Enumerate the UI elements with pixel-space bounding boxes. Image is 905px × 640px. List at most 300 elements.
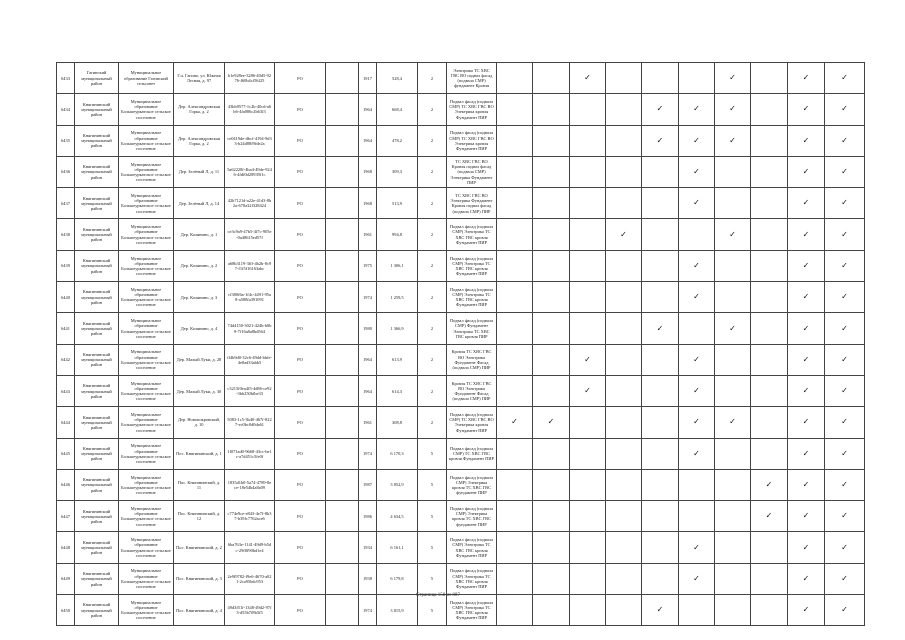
check-cell [570,282,606,313]
check-cell [679,407,715,438]
table-row [57,188,865,219]
floors-cell: 5 [418,469,447,500]
check-cell [606,63,642,94]
empty-cell [326,94,359,125]
fund-type-cell: РО [275,63,326,94]
check-cell [533,313,570,344]
checkmark-icon: ✓ [802,292,810,302]
district-cell: Княгининский муниципальный район [75,188,119,219]
check-cell [788,250,825,281]
year-cell: 1961 [359,407,377,438]
row-id-cell: 6443 [57,375,75,406]
check-cell [570,563,606,594]
check-cell [642,63,679,94]
checkmark-icon: ✓ [802,448,810,458]
checkmark-icon: ✓ [693,135,700,145]
check-cell [606,219,642,250]
district-cell: Гагинский муниципальный район [75,63,119,94]
checkmark-icon: ✓ [802,104,810,114]
check-cell [570,344,606,375]
house-guid-cell: 2e9f9782-f9e6-4670-a021-2ca95bdc953 [225,563,275,594]
check-cell [642,563,679,594]
check-cell [642,250,679,281]
district-cell: Княгининский муниципальный район [75,469,119,500]
area-cell: 528,4 [377,63,418,94]
checkmark-icon: ✓ [729,229,736,239]
checkmark-icon: ✓ [802,573,810,583]
municipality-cell: Муниципальное образование Большеуркатское сельское поселение [119,94,174,125]
table-row [57,532,865,563]
check-cell [751,282,788,313]
check-cell [788,375,825,406]
house-guid-cell: 49d3f51f-1348-49d2-97f3-d55b7f8b5f5 [225,595,275,626]
checkmark-icon: ✓ [841,292,848,302]
check-cell [751,563,788,594]
check-cell [570,375,606,406]
check-cell [825,313,865,344]
empty-cell [326,438,359,469]
check-cell [570,595,606,626]
house-guid-cell: ff4b9d0-32c6-49dd-bbfe-4e8ad33abb5 [225,344,275,375]
check-cell [751,156,788,187]
check-cell [751,313,788,344]
check-cell [788,532,825,563]
fund-type-cell: РО [275,188,326,219]
checkmark-icon: ✓ [802,386,810,396]
check-cell [679,438,715,469]
check-cell [751,63,788,94]
check-cell [533,469,570,500]
check-cell [751,125,788,156]
check-cell [606,344,642,375]
floors-cell: 2 [418,344,447,375]
check-cell [715,282,751,313]
check-cell [825,63,865,94]
check-cell [533,125,570,156]
works-cell: Подвал фасад (подвала СМР) Электрика кровля ТС ХВС ГВС фундамент ПИР [447,501,497,532]
house-guid-cell: 5a62228f-4ba4-49de-9246-4fdf0d28939f1c [225,156,275,187]
checkmark-icon: ✓ [729,417,736,427]
check-cell [679,282,715,313]
checkmark-icon: ✓ [729,73,736,83]
district-cell: Княгининский муниципальный район [75,344,119,375]
checkmark-icon: ✓ [584,354,591,364]
check-cell [497,407,533,438]
year-cell: 1986 [359,501,377,532]
fund-type-cell: РО [275,282,326,313]
checkmark-icon: ✓ [620,229,627,239]
empty-cell [326,344,359,375]
check-cell [642,125,679,156]
check-cell [606,156,642,187]
year-cell: 1987 [359,469,377,500]
works-cell: Подвал фасад (подвала СМР) Электрика ТС ХВС ГВС кровля Фундамент ПИР [447,532,497,563]
empty-cell [326,219,359,250]
address-cell: Пос. Княгининский, д. 11 [174,469,225,500]
house-guid-cell: b1e928ee-3286-40d5-9276-f60b4cf56f25 [225,63,275,94]
check-cell [788,63,825,94]
check-cell [788,188,825,219]
check-cell [642,532,679,563]
house-guid-cell: 1f071ad0-9668-43cc-be1c-a7d451c5fe0f [225,438,275,469]
check-cell [679,532,715,563]
checkmark-icon: ✓ [802,511,810,521]
checkmark-icon: ✓ [511,417,518,427]
table-row [57,63,865,94]
empty-cell [326,469,359,500]
municipality-cell: Муниципальное образование Большеуркатское сельское поселение [119,501,174,532]
table-row [57,438,865,469]
check-cell [751,94,788,125]
municipality-cell: Муниципальное образование Большеуркатское сельское поселение [119,219,174,250]
check-cell [788,438,825,469]
floors-cell: 5 [418,532,447,563]
works-cell: Подвал фасад (подвала СМР) Электрика ТС ХВС ГВС кровля Фундамент ПИР [447,595,497,626]
check-cell [825,407,865,438]
checkmark-icon: ✓ [841,104,848,114]
fund-type-cell: РО [275,375,326,406]
fund-type-cell: РО [275,94,326,125]
check-cell [825,563,865,594]
house-guid-cell: ce3c9a9-47b5-4f7c-905e-0a48615ed57f [225,219,275,250]
check-cell [642,407,679,438]
row-id-cell: 6439 [57,250,75,281]
check-cell [788,407,825,438]
row-id-cell: 6447 [57,501,75,532]
table-row [57,156,865,187]
check-cell [679,250,715,281]
check-cell [679,219,715,250]
fund-type-cell: РО [275,125,326,156]
year-cell: 1974 [359,595,377,626]
works-cell: Подвал фасад (подвала СМР) Электрика ТС ХВС ГВС кровля Фундамент ПИР [447,219,497,250]
address-cell: Дер. Зелёный Л, д. 11 [174,156,225,187]
floors-cell: 2 [418,125,447,156]
check-cell [825,344,865,375]
address-cell: Дер. Колянино, д. 1 [174,219,225,250]
check-cell [606,438,642,469]
check-cell [715,63,751,94]
check-cell [497,282,533,313]
check-cell [533,501,570,532]
works-cell: Кровля ТС ХВС ГВС ВО Электрика Фундамент Фасад (подвала СМР) ПИР [447,344,497,375]
check-cell [570,469,606,500]
year-cell: 1964 [359,344,377,375]
floors-cell: 5 [418,595,447,626]
year-cell: 1968 [359,188,377,219]
address-cell: Дер. Александровская Горка, д. 2 [174,94,225,125]
checkmark-icon: ✓ [693,198,700,208]
check-cell [606,563,642,594]
check-cell [715,188,751,219]
fund-type-cell: РО [275,219,326,250]
check-cell [642,438,679,469]
check-cell [606,188,642,219]
fund-type-cell: РО [275,532,326,563]
check-cell [788,156,825,187]
checkmark-icon: ✓ [802,229,810,239]
check-cell [751,344,788,375]
checkmark-icon: ✓ [802,198,810,208]
district-cell: Княгининский муниципальный район [75,563,119,594]
year-cell: 1964 [359,125,377,156]
row-id-cell: 6433 [57,63,75,94]
check-cell [715,469,751,500]
year-cell: 1980 [359,313,377,344]
address-cell: Пос. Княгининский, д. 2 [174,532,225,563]
checkmark-icon: ✓ [693,354,700,364]
check-cell [642,282,679,313]
address-cell: Пос. Княгининский, д. 1 [174,438,225,469]
page-footer: Страница 158 из 887 [416,593,460,598]
checkmark-icon: ✓ [584,73,591,83]
area-cell: 6 170,3 [377,438,418,469]
checkmark-icon: ✓ [841,480,848,489]
check-cell [825,282,865,313]
municipality-cell: Муниципальное образование Большеуркатское сельское поселение [119,438,174,469]
municipality-cell: Муниципальное образование Большеуркатское сельское поселение [119,125,174,156]
year-cell: 1961 [359,219,377,250]
check-cell [679,595,715,626]
check-cell [788,469,825,500]
address-cell: Дер. Малый Луки, д. 30 [174,375,225,406]
check-cell [788,282,825,313]
floors-cell: 2 [418,407,447,438]
empty-cell [326,282,359,313]
area-cell: 1 306,1 [377,250,418,281]
check-cell [570,501,606,532]
check-cell [533,250,570,281]
works-cell: Подвал фасад (подвала СМР) ТС ХВС ГВС ВО Электрика кровля Фундамент ПИР [447,94,497,125]
check-cell [497,344,533,375]
register-table [56,62,865,626]
check-cell [825,94,865,125]
checkmark-icon: ✓ [802,135,810,145]
check-cell [497,375,533,406]
area-cell: 1 259,5 [377,282,418,313]
floors-cell: 2 [418,94,447,125]
district-cell: Княгининский муниципальный район [75,219,119,250]
table-row [57,469,865,500]
address-cell: Дер. Зелёный Л, д. 14 [174,188,225,219]
check-cell [533,595,570,626]
works-cell: Подвал фасад (подвала СМР) Электрика ТС ХВС ГВС кровля Фундамент ПИР [447,282,497,313]
checkmark-icon: ✓ [656,135,664,145]
check-cell [497,595,533,626]
area-cell: 994,8 [377,219,418,250]
check-cell [642,375,679,406]
house-guid-cell: 43bb9577-1c2b-40cd-a6b6-4fa086c2b63f3 [225,94,275,125]
check-cell [606,313,642,344]
checkmark-icon: ✓ [729,104,736,114]
year-cell: 1964 [359,94,377,125]
check-cell [751,532,788,563]
check-cell [497,438,533,469]
floors-cell: 2 [418,63,447,94]
check-cell [825,469,865,500]
row-id-cell: 6440 [57,282,75,313]
municipality-cell: Муниципальное образование Большеуркатское сельское поселение [119,282,174,313]
row-id-cell: 6441 [57,313,75,344]
check-cell [533,282,570,313]
house-guid-cell: c3215f0ea4f5-4d86-ce92-3bb250bfbe33 [225,375,275,406]
floors-cell: 5 [418,501,447,532]
floors-cell: 2 [418,219,447,250]
year-cell: 1975 [359,250,377,281]
checkmark-icon: ✓ [841,573,848,583]
checkmark-icon: ✓ [841,448,848,458]
check-cell [788,595,825,626]
municipality-cell: Муниципальное образование Гагинский сельсовет [119,63,174,94]
check-cell [788,563,825,594]
check-cell [642,313,679,344]
check-cell [715,250,751,281]
works-cell: Подвал фасад (подвала СМР) Фундамент Электрика ТС ХВС ГВС кровля ПИР [447,313,497,344]
works-cell: ТС ХВС ГВС ВО Электрика Фундамент Кровля подвал фасад (подвала СМР) ПИР [447,188,497,219]
check-cell [642,595,679,626]
check-cell [788,219,825,250]
municipality-cell: Муниципальное образование Большеуркатское сельское поселение [119,532,174,563]
check-cell [533,407,570,438]
row-id-cell: 6438 [57,219,75,250]
check-cell [606,250,642,281]
check-cell [497,188,533,219]
empty-cell [326,375,359,406]
check-cell [570,219,606,250]
municipality-cell: Муниципальное образование Большеуркатское сельское поселение [119,344,174,375]
table-row [57,250,865,281]
checkmark-icon: ✓ [802,73,810,83]
checkmark-icon: ✓ [841,73,848,83]
check-cell [642,501,679,532]
fund-type-cell: РО [275,344,326,375]
check-cell [497,313,533,344]
checkmark-icon: ✓ [547,417,555,427]
check-cell [825,375,865,406]
empty-cell [326,532,359,563]
check-cell [606,501,642,532]
table-row [57,344,865,375]
district-cell: Княгининский муниципальный район [75,407,119,438]
fund-type-cell: РО [275,156,326,187]
floors-cell: 5 [418,563,447,594]
area-cell: 613,9 [377,344,418,375]
check-cell [751,219,788,250]
year-cell: 1938 [359,563,377,594]
checkmark-icon: ✓ [841,198,848,208]
check-cell [606,407,642,438]
check-cell [715,532,751,563]
municipality-cell: Муниципальное образование Большеуркатское сельское поселение [119,188,174,219]
check-cell [570,156,606,187]
check-cell [715,156,751,187]
checkmark-icon: ✓ [841,135,848,145]
district-cell: Княгининский муниципальный район [75,595,119,626]
check-cell [606,595,642,626]
check-cell [715,344,751,375]
row-id-cell: 6446 [57,469,75,500]
empty-cell [326,407,359,438]
check-cell [825,188,865,219]
check-cell [825,250,865,281]
works-cell: Подвал фасад (подвала СМР) Электрика кровля ТС ХВС ГВС фундамент ПИР [447,469,497,500]
check-cell [715,94,751,125]
empty-cell [326,313,359,344]
table-row [57,595,865,626]
checkmark-icon: ✓ [841,354,848,364]
year-cell: 1974 [359,438,377,469]
check-cell [788,344,825,375]
row-id-cell: 6444 [57,407,75,438]
checkmark-icon: ✓ [802,260,810,270]
checkmark-icon: ✓ [765,480,773,489]
area-cell: 309,3 [377,156,418,187]
check-cell [788,501,825,532]
fund-type-cell: РО [275,501,326,532]
checkmark-icon: ✓ [802,354,810,364]
checkmark-icon: ✓ [802,542,810,552]
check-cell [715,375,751,406]
works-cell: Кровля ТС ХВС ГВС ВО Электрика Фундамент Фасад (подвала СМР) ПИР [447,375,497,406]
check-cell [642,344,679,375]
empty-cell [326,595,359,626]
address-cell: Пос. Княгининский, д. 3 [174,563,225,594]
check-cell [497,219,533,250]
checkmark-icon: ✓ [693,292,700,302]
checkmark-icon: ✓ [802,417,810,427]
district-cell: Княгининский муниципальный район [75,532,119,563]
area-cell: 6 161,1 [377,532,418,563]
check-cell [606,94,642,125]
fund-type-cell: РО [275,313,326,344]
district-cell: Княгининский муниципальный район [75,501,119,532]
check-cell [570,532,606,563]
check-cell [825,595,865,626]
check-cell [679,188,715,219]
address-cell: Пос. Княгининский, д. 12 [174,501,225,532]
check-cell [825,501,865,532]
address-cell: Дер. Новопокровский, д. 10 [174,407,225,438]
floors-cell: 2 [418,313,447,344]
municipality-cell: Муниципальное образование Большеуркатское сельское поселение [119,563,174,594]
row-id-cell: 6435 [57,125,75,156]
row-id-cell: 6436 [57,156,75,187]
area-cell: 668,4 [377,94,418,125]
check-cell [533,94,570,125]
checkmark-icon: ✓ [729,323,736,333]
area-cell: 4 634,5 [377,501,418,532]
checkmark-icon: ✓ [765,511,773,521]
table-row [57,501,865,532]
works-cell: Электрика ТС ХВС ГВС ВО подвал фасад (подвала СМР) фундамент Кровля [447,63,497,94]
area-cell: 478,2 [377,125,418,156]
works-cell: Подвал фасад (подвала СМР) Электрика ТС ХВС ГВС кровля Фундамент ПИР [447,250,497,281]
checkmark-icon: ✓ [841,511,848,521]
check-cell [642,469,679,500]
table-row [57,407,865,438]
check-cell [679,563,715,594]
check-cell [642,94,679,125]
check-cell [679,344,715,375]
floors-cell: 2 [418,156,447,187]
check-cell [570,125,606,156]
check-cell [825,125,865,156]
check-cell [533,188,570,219]
fund-type-cell: РО [275,407,326,438]
check-cell [751,595,788,626]
empty-cell [326,250,359,281]
address-cell: Дер. Колянино, д. 3 [174,282,225,313]
